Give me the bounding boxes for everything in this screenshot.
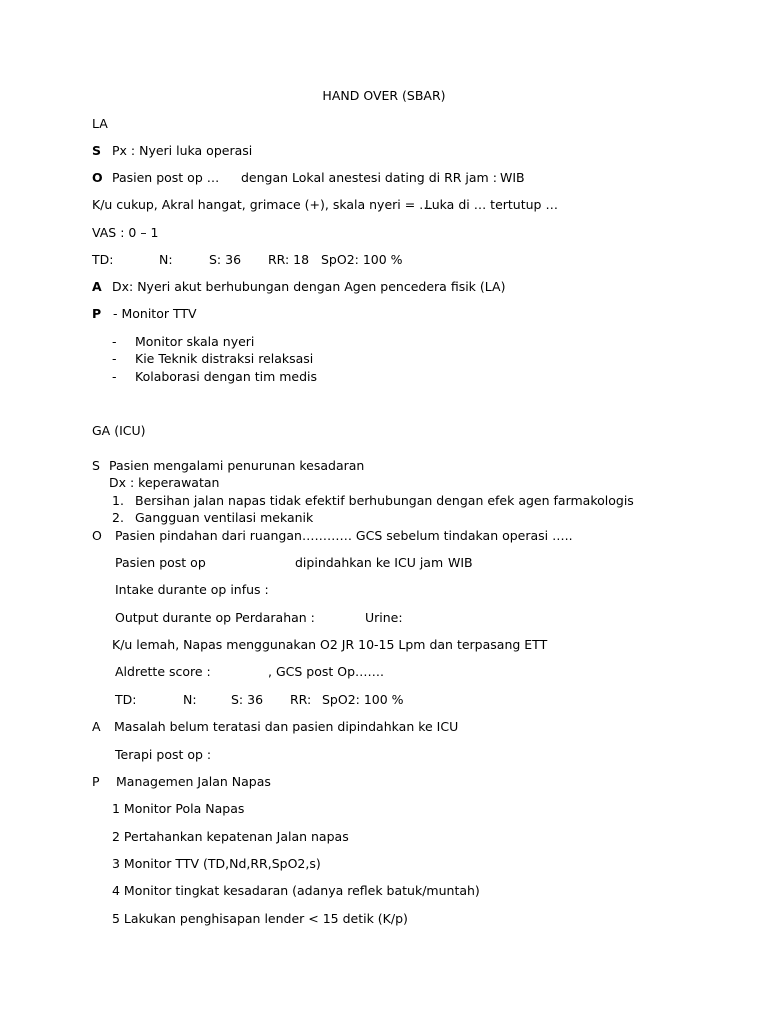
la-vital-n: N: <box>159 252 173 267</box>
document-title: HAND OVER (SBAR) <box>322 88 446 103</box>
ga-p-item: 1 Monitor Pola Napas <box>112 801 245 816</box>
ga-o-text: Pasien pindahan dari ruangan………… GCS sebelum tindakan operasi ….. <box>115 528 573 543</box>
la-ku-text1: K/u cukup, Akral hangat, grimace (+), skala nyeri = … <box>92 197 432 212</box>
la-o-text2: dengan Lokal anestesi dating di RR jam : <box>241 170 497 185</box>
ga-p-item: 4 Monitor tingkat kesadaran (adanya reflek batuk/muntah) <box>112 883 480 898</box>
la-a-text: Dx: Nyeri akut berhubungan dengan Agen pencedera fisik (LA) <box>112 279 506 294</box>
ga-post-op-3: WIB <box>448 555 473 570</box>
ga-dx-num: 1. <box>112 493 124 508</box>
ga-s-text: Pasien mengalami penurunan kesadaran <box>109 458 365 473</box>
la-p-item: Kie Teknik distraksi relaksasi <box>135 351 314 366</box>
ga-a-text: Masalah belum teratasi dan pasien dipindahkan ke ICU <box>114 719 459 734</box>
ga-s-letter: S <box>92 458 100 473</box>
ga-o-letter: O <box>92 528 102 543</box>
la-a-letter: A <box>92 279 102 294</box>
la-o-text3: WIB <box>500 170 525 185</box>
ga-p-letter: P <box>92 774 100 789</box>
la-vas: VAS : 0 – 1 <box>92 225 159 240</box>
ga-intake: Intake durante op infus : <box>115 582 269 597</box>
la-p-item: Kolaborasi dengan tim medis <box>135 369 318 384</box>
la-s-text: Px : Nyeri luka operasi <box>112 143 253 158</box>
ga-terapi: Terapi post op : <box>115 747 212 762</box>
ga-vital-s: S: 36 <box>231 692 264 707</box>
ga-output-2: Urine: <box>365 610 403 625</box>
la-s-letter: S <box>92 143 102 158</box>
la-o-text1: Pasien post op … <box>112 170 220 185</box>
la-p-letter: P <box>92 306 102 321</box>
la-p-item: Monitor skala nyeri <box>135 334 255 349</box>
la-vital-rr: RR: 18 <box>268 252 310 267</box>
ga-p-item: 2 Pertahankan kepatenan Jalan napas <box>112 829 349 844</box>
la-o-letter: O <box>92 170 103 185</box>
ga-ku: K/u lemah, Napas menggunakan O2 JR 10-15 Lpm dan terpasang ETT <box>112 637 548 652</box>
ga-vital-rr: RR: <box>290 692 312 707</box>
ga-aldrette-1: Aldrette score : <box>115 664 211 679</box>
la-ku-text2: Luka di … tertutup … <box>425 197 558 212</box>
la-p-bullet: - <box>112 351 117 366</box>
ga-vital-td: TD: <box>115 692 137 707</box>
la-p-bullet: - <box>112 369 117 384</box>
ga-dx-item: Bersihan jalan napas tidak efektif berhubungan dengan efek agen farmakologis <box>135 493 634 508</box>
ga-a-letter: A <box>92 719 101 734</box>
ga-dx-item: Gangguan ventilasi mekanik <box>135 510 314 525</box>
ga-dx-num: 2. <box>112 510 124 525</box>
ga-p-text: Managemen Jalan Napas <box>116 774 271 789</box>
ga-post-op-1: Pasien post op <box>115 555 206 570</box>
la-p-text: - Monitor TTV <box>113 306 197 321</box>
ga-p-item: 3 Monitor TTV (TD,Nd,RR,SpO2,s) <box>112 856 321 871</box>
la-heading: LA <box>92 116 108 131</box>
la-vital-td: TD: <box>92 252 114 267</box>
ga-p-item: 5 Lakukan penghisapan lender < 15 detik (K/p) <box>112 911 408 926</box>
ga-aldrette-2: , GCS post Op……. <box>268 664 384 679</box>
la-p-bullet: - <box>112 334 117 349</box>
ga-dx: Dx : keperawatan <box>109 475 220 490</box>
ga-vital-spo2: SpO2: 100 % <box>322 692 404 707</box>
ga-output-1: Output durante op Perdarahan : <box>115 610 315 625</box>
ga-post-op-2: dipindahkan ke ICU jam <box>295 555 444 570</box>
ga-heading: GA (ICU) <box>92 423 146 438</box>
la-vital-s: S: 36 <box>209 252 242 267</box>
la-vital-spo2: SpO2: 100 % <box>321 252 403 267</box>
ga-vital-n: N: <box>183 692 197 707</box>
